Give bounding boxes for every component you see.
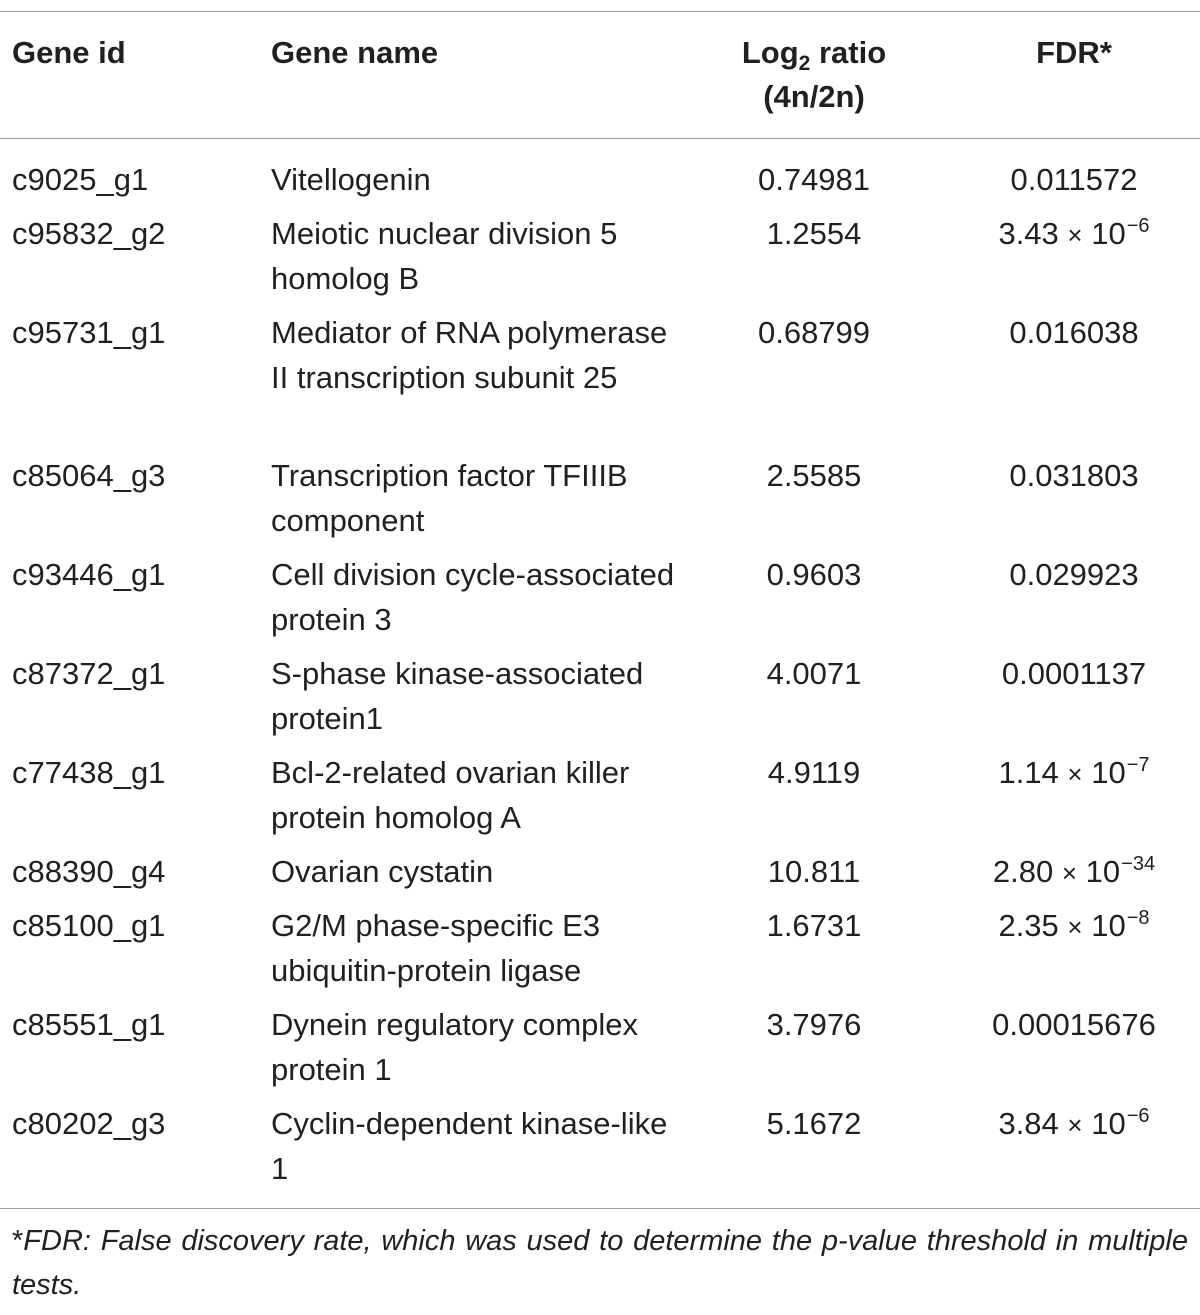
cell-log2-ratio: 10.811	[767, 854, 861, 889]
cell-gene-name: Cell division cycle-associated protein 3	[271, 557, 675, 637]
cell-fdr: 0.029923	[1009, 557, 1139, 592]
cell-gene-id: c88390_g4	[12, 854, 166, 889]
footnote-text: FDR: False discovery rate, which was used to determine the p-value threshold in multiple tests.	[12, 1225, 1188, 1301]
cell-gene-id: c85100_g1	[12, 908, 166, 943]
cell-log2-ratio: 2.5585	[766, 458, 862, 493]
cell-log2-ratio: 1.6731	[766, 908, 862, 943]
cell-log2-ratio: 4.0071	[766, 656, 862, 691]
cell-log2-ratio: 5.1672	[766, 1106, 862, 1141]
cell-fdr	[958, 750, 1190, 797]
header-log2-suffix: ratio	[810, 35, 887, 70]
header-log2-line2: (4n/2n)	[763, 79, 865, 114]
fdr-base: 1.14	[998, 755, 1059, 790]
cell-log2-ratio: 0.9603	[766, 557, 862, 592]
cell-fdr: 0.016038	[1009, 315, 1139, 350]
header-fdr: FDR*	[1036, 35, 1112, 70]
cell-fdr: 0.031803	[1009, 458, 1139, 493]
fdr-ten: 10	[1091, 216, 1126, 251]
cell-gene-name: Bcl-2-related ovarian killer protein homolog A	[271, 755, 630, 835]
fdr-base: 3.43	[998, 216, 1059, 251]
table-top-rule	[0, 11, 1200, 12]
fdr-times: ×	[1067, 759, 1083, 789]
cell-gene-name: Vitellogenin	[271, 162, 431, 197]
cell-gene-name: Cyclin-dependent kinase-like 1	[271, 1106, 668, 1186]
cell-gene-name: Ovarian cystatin	[271, 854, 494, 889]
cell-fdr: 0.0001137	[1001, 656, 1147, 691]
cell-gene-id: c80202_g3	[12, 1106, 166, 1141]
footnote-star: *	[12, 1225, 24, 1257]
fdr-ten: 10	[1091, 908, 1126, 943]
header-log2-sub: 2	[798, 52, 811, 75]
fdr-ten: 10	[1091, 1106, 1126, 1141]
cell-fdr	[958, 211, 1190, 258]
header-gene-name: Gene name	[271, 35, 439, 70]
fdr-times: ×	[1067, 1110, 1083, 1140]
cell-gene-id: c9025_g1	[12, 162, 149, 197]
header-gene-id: Gene id	[12, 35, 126, 70]
fdr-exponent: −34	[1121, 853, 1156, 875]
fdr-exponent: −7	[1126, 754, 1150, 776]
cell-gene-id: c87372_g1	[12, 656, 166, 691]
fdr-base: 2.35	[998, 908, 1059, 943]
cell-log2-ratio: 1.2554	[766, 216, 862, 251]
cell-gene-id: c85064_g3	[12, 458, 166, 493]
cell-fdr	[958, 849, 1190, 896]
cell-fdr	[958, 1101, 1190, 1148]
table-bottom-rule	[0, 1208, 1200, 1209]
cell-gene-id: c95832_g2	[12, 216, 166, 251]
cell-gene-name: Dynein regulatory complex protein 1	[271, 1007, 639, 1087]
cell-fdr: 0.00015676	[992, 1007, 1156, 1042]
cell-gene-id: c93446_g1	[12, 557, 166, 592]
cell-gene-id: c95731_g1	[12, 315, 166, 350]
fdr-base: 3.84	[998, 1106, 1059, 1141]
header-log2-prefix: Log	[741, 35, 799, 70]
fdr-times: ×	[1067, 912, 1083, 942]
fdr-exponent: −6	[1126, 1105, 1150, 1127]
cell-log2-ratio: 4.9119	[767, 755, 861, 790]
cell-gene-id: c85551_g1	[12, 1007, 166, 1042]
header-rule	[0, 138, 1200, 139]
table-footnote	[12, 1219, 1188, 1307]
cell-gene-name: G2/M phase-specific E3 ubiquitin-protein ligase	[271, 908, 601, 988]
fdr-exponent: −6	[1126, 215, 1150, 237]
cell-fdr	[958, 903, 1190, 950]
fdr-ten: 10	[1091, 755, 1126, 790]
fdr-times: ×	[1067, 220, 1083, 250]
fdr-times: ×	[1061, 858, 1078, 888]
cell-log2-ratio: 3.7976	[766, 1007, 862, 1042]
fdr-base: 2.80	[992, 854, 1054, 889]
cell-gene-name: S-phase kinase-associated protein1	[271, 656, 644, 736]
cell-gene-name: Transcription factor TFIIIB component	[271, 458, 628, 538]
cell-fdr: 0.011572	[1010, 162, 1138, 197]
fdr-exponent: −8	[1126, 907, 1150, 929]
cell-gene-name: Meiotic nuclear division 5 homolog B	[271, 216, 618, 296]
cell-log2-ratio: 0.68799	[757, 315, 871, 350]
header-log2-ratio	[690, 31, 938, 119]
cell-gene-name: Mediator of RNA polymerase II transcription subunit 25	[271, 315, 668, 395]
fdr-ten: 10	[1085, 854, 1121, 889]
cell-gene-id: c77438_g1	[12, 755, 166, 790]
cell-log2-ratio: 0.74981	[757, 162, 871, 197]
